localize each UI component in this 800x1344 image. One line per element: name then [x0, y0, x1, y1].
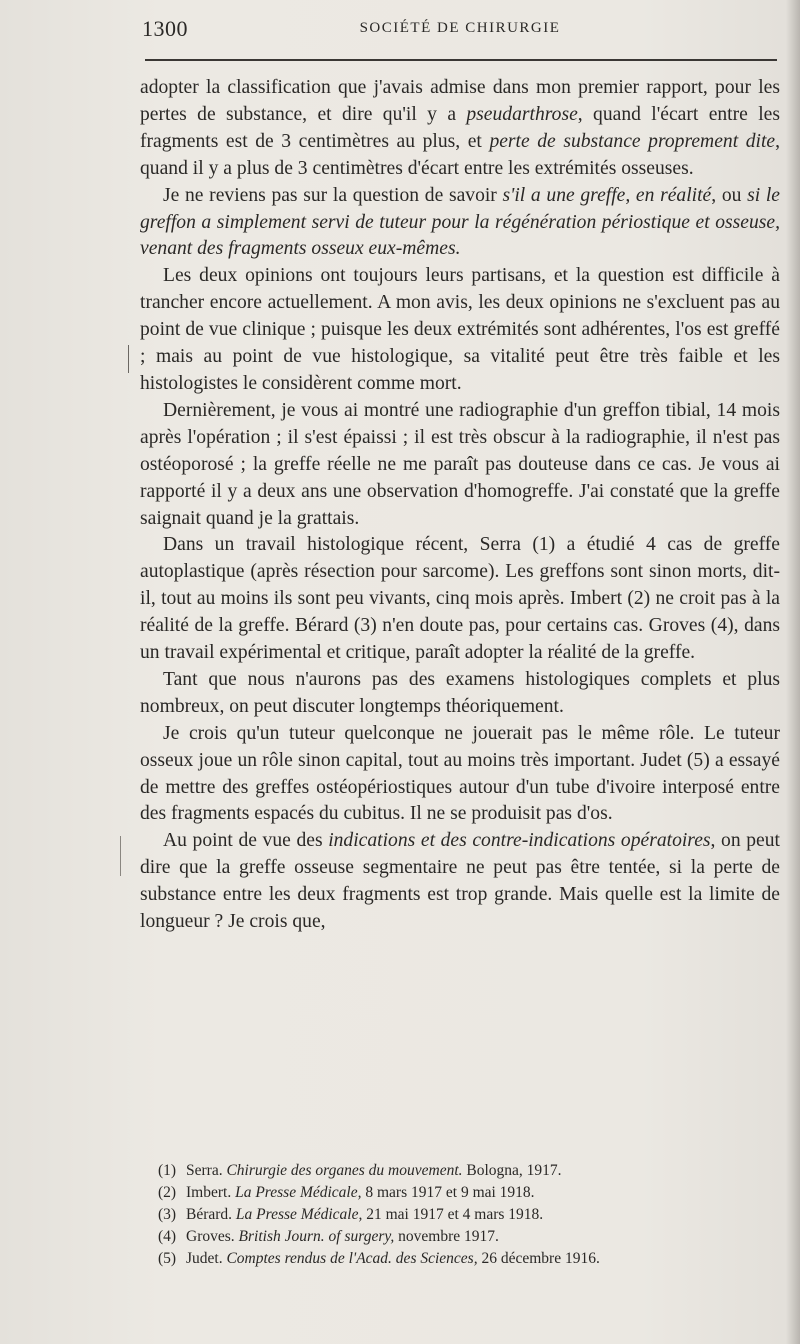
text-run: Dernièrement, je vous ai montré une radiographie d'un greffon tibial, 14 mois après l'opération ; il s'est épaissi ; il est très obscur à la radiographie, il n'est pas ostéoporosé ; la greffe réelle ne me paraît pas douteuse dans ce cas. Je vous ai rapporté il y a deux ans une observation d'homogreffe. J'ai constaté que la greffe saignait quand je la grattais.	[140, 399, 780, 529]
paragraph	[140, 667, 780, 721]
footnote-author: Imbert.	[186, 1184, 232, 1201]
paragraph	[140, 75, 780, 183]
text-run: , quand l'écart entre les fragments est de 3 centimètres au plus, et	[140, 103, 780, 152]
text-run: Je crois qu'un tuteur quelconque ne jouerait pas le même rôle. Le tuteur osseux joue un rôle sinon capital, tout au moins très important. Judet (5) a essayé de mettre des greffes ostéopériostiques autour d'un tube d'ivoire interposé entre des fragments espacés du cubitus. Il ne se produisit pas d'os.	[140, 722, 780, 825]
footnote-source: Chirurgie des organes du mouvement.	[226, 1162, 463, 1179]
footnote-date: novembre 1917.	[398, 1228, 499, 1245]
footnote	[158, 1204, 758, 1226]
italic-text: si le greffon a simplement servi de tuteur pour la régénération périostique et osseuse, venant des fragments osseux eux-mêmes.	[140, 184, 781, 260]
paragraph	[140, 532, 780, 667]
paragraph	[140, 398, 780, 533]
footnote-number: (5)	[158, 1250, 177, 1267]
page-number: 1300	[142, 16, 188, 41]
footnote-source: La Presse Médicale,	[235, 1206, 363, 1223]
footnote	[158, 1160, 758, 1182]
footnote-date: 8 mars 1917 et 9 mai 1918.	[365, 1184, 535, 1201]
body-text	[140, 75, 780, 936]
footnote-source: Comptes rendus de l'Acad. des Sciences,	[226, 1250, 478, 1267]
footnote-number: (3)	[158, 1206, 177, 1223]
running-head	[140, 14, 780, 44]
text-run: , ou	[711, 184, 748, 206]
page-edge-shadow	[786, 0, 800, 1344]
italic-text: s'il a une greffe, en réalité	[502, 184, 712, 206]
footnote-date: 26 décembre 1916.	[481, 1250, 600, 1267]
italic-text: perte de substance proprement dite	[489, 130, 776, 152]
running-title: SOCIÉTÉ DE CHIRURGIE	[359, 20, 561, 36]
footnote-author: Serra.	[186, 1162, 223, 1179]
margin-pencil-mark	[128, 345, 129, 373]
text-run: Les deux opinions ont toujours leurs partisans, et la question est difficile à trancher encore actuellement. A mon avis, les deux opinions ne s'excluent pas au point de vue clinique ; puisque les deux extrémités sont adhérentes, l'os est greffé ; mais au point de vue histologique, sa vitalité peut être très faible et les histologistes le considèrent comme mort.	[140, 265, 780, 394]
footnote-date: 21 mai 1917 et 4 mars 1918.	[366, 1206, 544, 1223]
text-run: , on peut dire que la greffe osseuse segmentaire ne peut pas être tentée, si la perte de substance entre les deux fragments est trop grande. Mais quelle est la limite de longueur ? Je crois que,	[140, 830, 780, 933]
italic-text: pseudarthrose	[466, 103, 578, 125]
footnote-source: La Presse Médicale,	[235, 1184, 362, 1201]
footnote-author: Groves.	[186, 1228, 235, 1245]
text-run: Dans un travail histologique récent, Serra (1) a étudié 4 cas de greffe autoplastique (après résection pour sarcome). Les greffons sont sinon morts, dit-il, tout au moins ils sont peu vivants, cinq mois après. Imbert (2) ne croit pas à la réalité de la greffe. Bérard (3) n'en doute pas, pour certains cas. Groves (4), dans un travail expérimental et critique, paraît adopter la réalité de la greffe.	[140, 534, 780, 664]
footnote-author: Judet.	[186, 1250, 223, 1267]
paragraph	[140, 828, 780, 936]
footnote-number: (1)	[158, 1162, 177, 1179]
footnote-number: (2)	[158, 1184, 177, 1201]
text-run: Je ne reviens pas sur la question de savoir	[163, 184, 503, 206]
italic-text: indications et des contre-indications opératoires	[328, 830, 711, 852]
text-run: Au point de vue des	[163, 830, 329, 852]
text-run: adopter la classification que j'avais admise dans mon premier rapport, pour les pertes de substance, et dire qu'il y a	[140, 77, 780, 125]
footnote	[158, 1226, 758, 1248]
footnote-date: Bologna, 1917.	[466, 1162, 562, 1179]
margin-pencil-mark	[120, 836, 121, 876]
paragraph	[140, 263, 780, 398]
footnote	[158, 1248, 758, 1270]
paragraph	[140, 183, 780, 264]
footnote-author: Bérard.	[186, 1206, 233, 1223]
header-rule	[145, 59, 777, 61]
footnote	[158, 1182, 758, 1204]
footnotes	[158, 1160, 758, 1270]
footnote-number: (4)	[158, 1228, 177, 1245]
paragraph	[140, 721, 780, 829]
footnote-source: British Journ. of surgery,	[238, 1228, 395, 1245]
text-run: Tant que nous n'aurons pas des examens histologiques complets et plus nombreux, on peut discuter longtemps théoriquement.	[140, 668, 780, 717]
text-run: , quand il y a plus de 3 centimètres d'écart entre les extrémités osseuses.	[140, 130, 780, 179]
